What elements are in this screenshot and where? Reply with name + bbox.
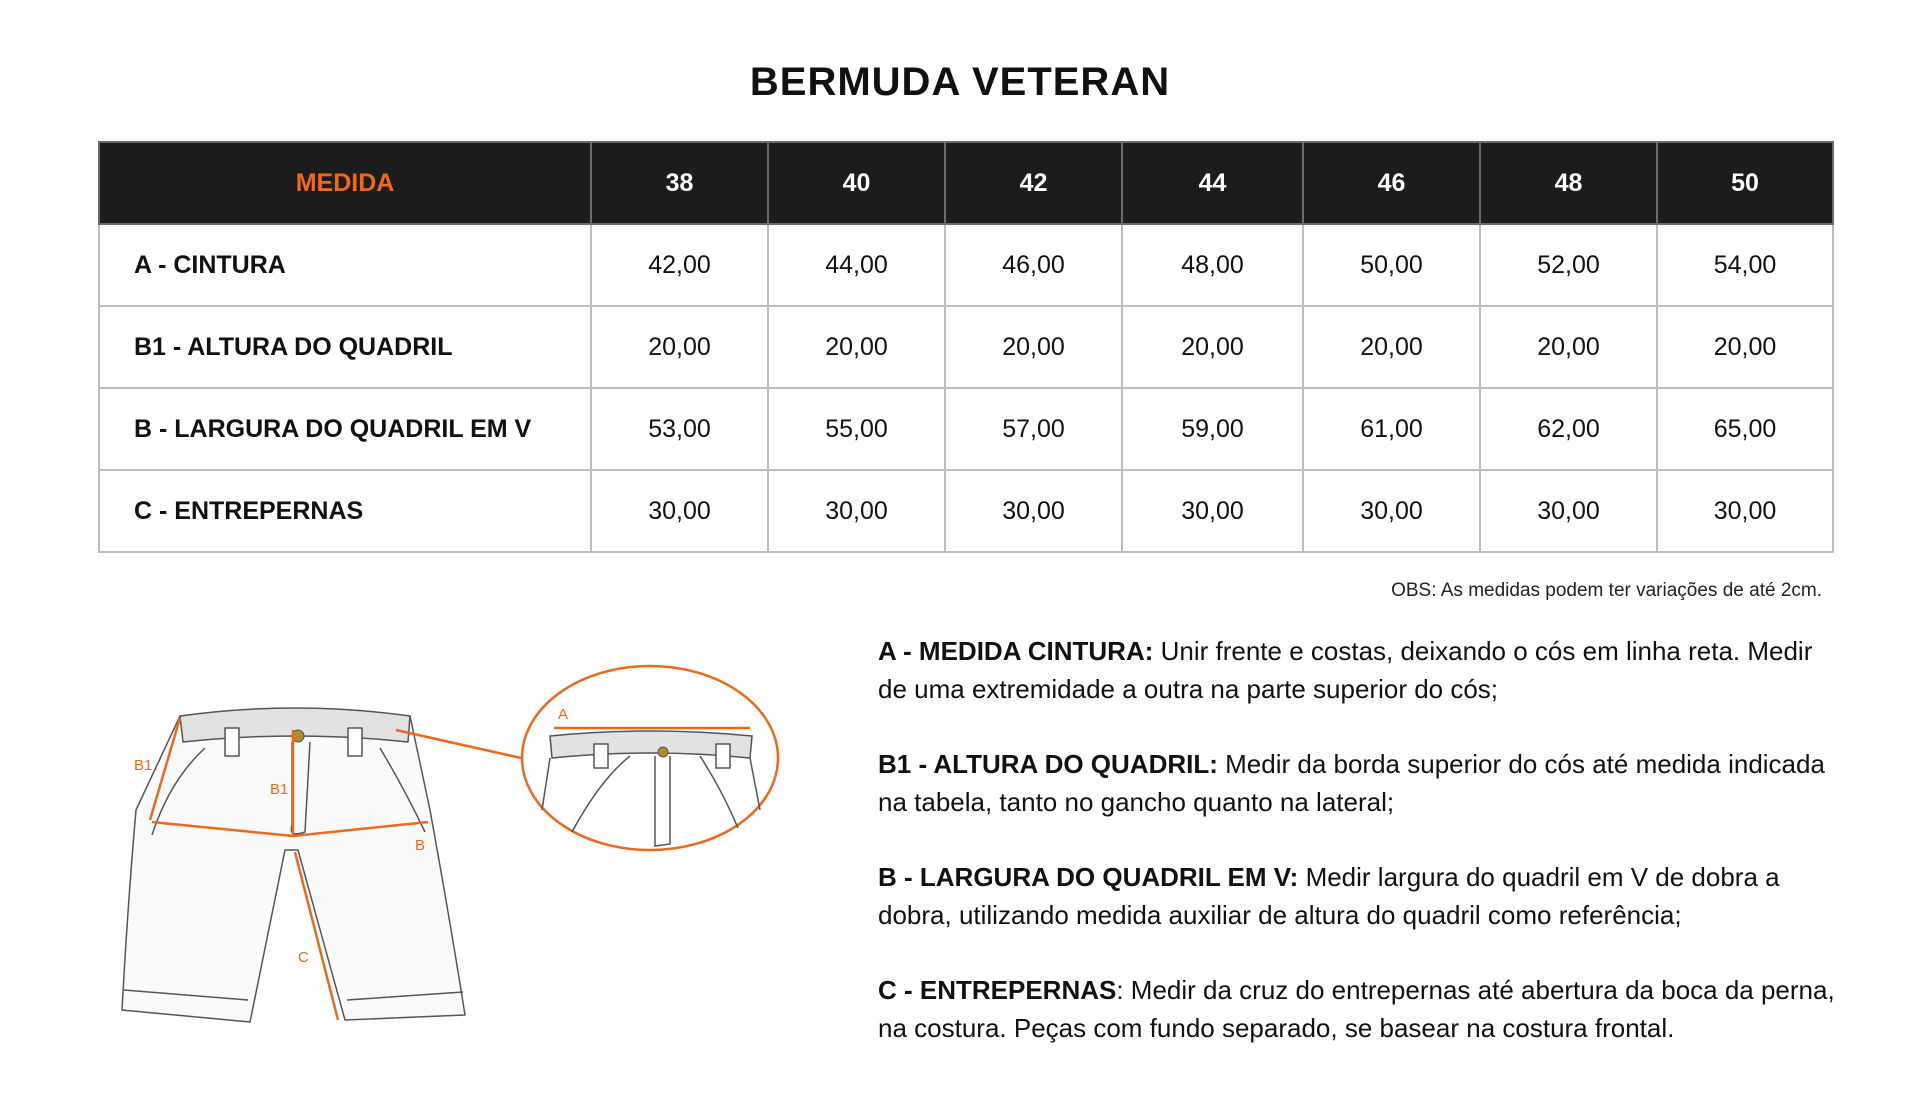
table-cell: 20,00: [1122, 306, 1303, 388]
header-size: 46: [1303, 142, 1480, 224]
table-cell: 59,00: [1122, 388, 1303, 470]
table-cell: 57,00: [945, 388, 1122, 470]
row-label: A - CINTURA: [99, 224, 591, 306]
table-cell: 30,00: [591, 470, 768, 552]
table-cell: 20,00: [1480, 306, 1657, 388]
table-cell: 61,00: [1303, 388, 1480, 470]
table-cell: 62,00: [1480, 388, 1657, 470]
table-cell: 20,00: [1657, 306, 1833, 388]
note-b: [878, 858, 1838, 934]
note-text: Medir da borda superior do cós até medida indicada na tabela, tanto no gancho quanto na lateral;: [878, 749, 1825, 817]
table-cell: 30,00: [1480, 470, 1657, 552]
table-header-row: [99, 142, 1833, 224]
table-cell: 65,00: [1657, 388, 1833, 470]
note-title: B1 - ALTURA DO QUADRIL:: [878, 749, 1218, 779]
size-table: [98, 141, 1834, 553]
label-b1-side: B1: [134, 757, 153, 774]
table-cell: 30,00: [945, 470, 1122, 552]
header-size: 38: [591, 142, 768, 224]
note-c: [878, 971, 1838, 1047]
label-b: B: [415, 837, 426, 854]
table-cell: 30,00: [1122, 470, 1303, 552]
table-cell: 48,00: [1122, 224, 1303, 306]
header-size: 48: [1480, 142, 1657, 224]
table-cell: 30,00: [1303, 470, 1480, 552]
header-size: 50: [1657, 142, 1833, 224]
zoom-detail-ellipse: [522, 666, 778, 850]
note-title: B - LARGURA DO QUADRIL EM V:: [878, 862, 1299, 892]
note-b1: [878, 745, 1838, 821]
table-row: [99, 470, 1833, 552]
note-title: A - MEDIDA CINTURA:: [878, 636, 1154, 666]
note-text: Medir largura do quadril em V de dobra a dobra, utilizando medida auxiliar de altura do quadril como referência;: [878, 862, 1780, 930]
measurement-notes: [878, 632, 1838, 1084]
table-cell: 55,00: [768, 388, 945, 470]
table-row: [99, 388, 1833, 470]
table-cell: 20,00: [591, 306, 768, 388]
header-size: 44: [1122, 142, 1303, 224]
row-label: B1 - ALTURA DO QUADRIL: [99, 306, 591, 388]
page-title: BERMUDA VETERAN: [749, 60, 1171, 104]
obs-note: OBS: As medidas podem ter variações de até 2cm.: [1391, 580, 1822, 601]
shorts-measurement-diagram: [110, 660, 830, 1060]
table-cell: 42,00: [591, 224, 768, 306]
table-row: [99, 224, 1833, 306]
header-size: 42: [945, 142, 1122, 224]
note-a: [878, 632, 1838, 708]
table-cell: 50,00: [1303, 224, 1480, 306]
label-b1-center: B1: [270, 781, 289, 798]
note-text: : Medir da cruz do entrepernas até abertura da boca da perna, na costura. Peças com fundo separado, se basear na costura frontal.: [878, 975, 1835, 1043]
note-text: Unir frente e costas, deixando o cós em linha reta. Medir de uma extremidade a outra na parte superior do cós;: [878, 636, 1813, 704]
table-cell: 54,00: [1657, 224, 1833, 306]
header-size: 40: [768, 142, 945, 224]
table-cell: 30,00: [1657, 470, 1833, 552]
label-a: A: [558, 706, 569, 723]
table-cell: 20,00: [945, 306, 1122, 388]
table-cell: 52,00: [1480, 224, 1657, 306]
table-cell: 30,00: [768, 470, 945, 552]
table-cell: 53,00: [591, 388, 768, 470]
table-cell: 44,00: [768, 224, 945, 306]
table-cell: 20,00: [768, 306, 945, 388]
table-cell: 20,00: [1303, 306, 1480, 388]
header-measure: MEDIDA: [99, 142, 591, 224]
note-title: C - ENTREPERNAS: [878, 975, 1117, 1005]
table-row: [99, 306, 1833, 388]
label-c: C: [298, 949, 309, 966]
row-label: B - LARGURA DO QUADRIL EM V: [99, 388, 591, 470]
table-cell: 46,00: [945, 224, 1122, 306]
row-label: C - ENTREPERNAS: [99, 470, 591, 552]
